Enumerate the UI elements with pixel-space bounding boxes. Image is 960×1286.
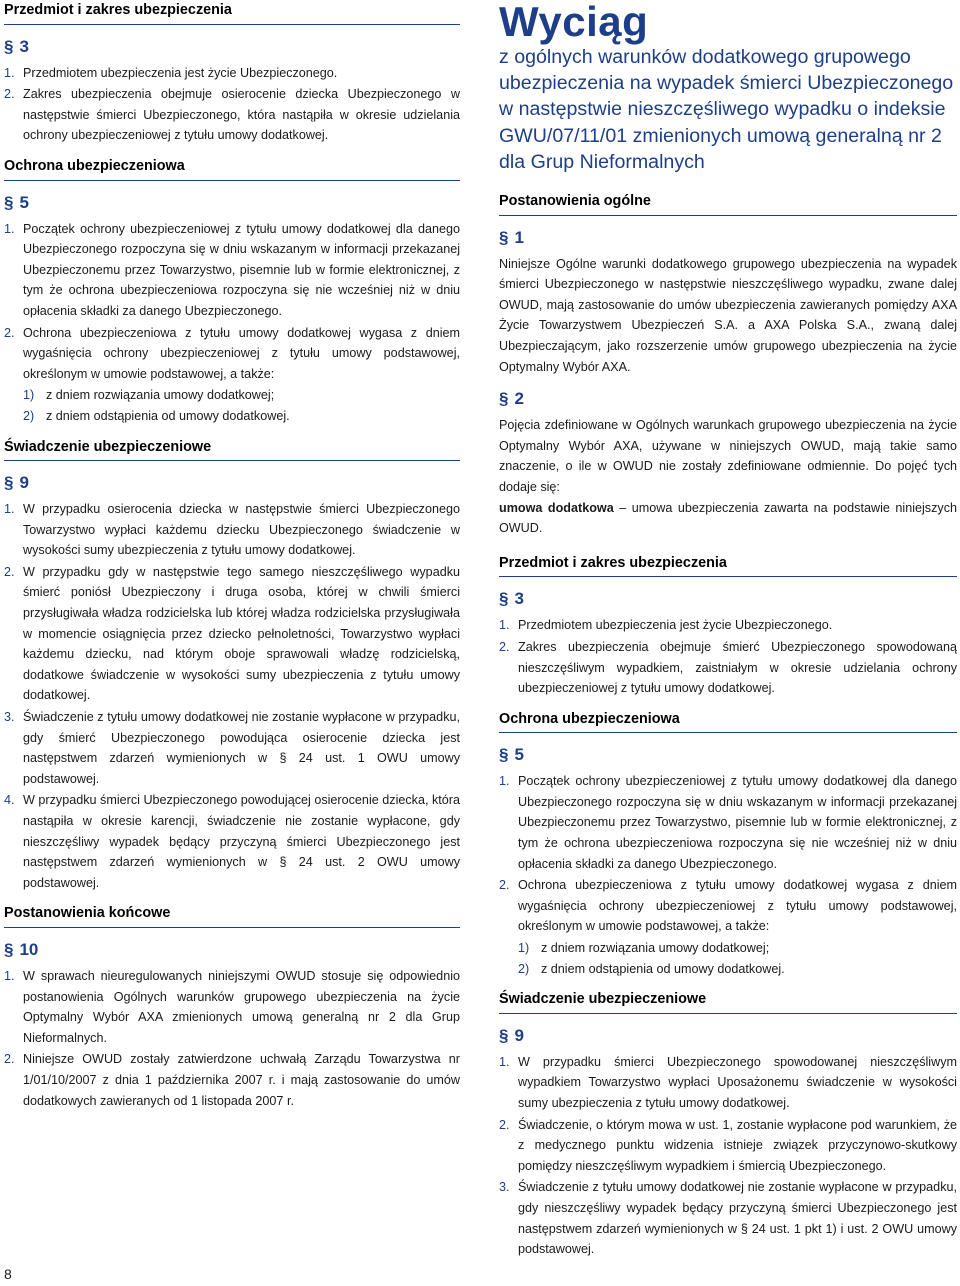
section-heading-final: Postanowienia końcowe [4,903,460,928]
sub-item [4,385,460,406]
item-text: Świadczenie z tytułu umowy dodatkowej nie zostanie wypłacone w przypadku, gdy śmierć Ubezpieczonego powodująca osierocenie dziecka jest następstwem zdarzeń wymienionych w § 24 ust. 1 OWU umowy podstawowej. [23,710,460,786]
sub-item-text: z dniem rozwiązania umowy dodatkowej; [46,388,275,403]
paragraph-marker [4,191,460,215]
section-symbol: § [499,1025,509,1045]
sub-item-text: z dniem rozwiązania umowy dodatkowej; [541,941,770,956]
item-text: Zakres ubezpieczenia obejmuje osierocenie dziecka Ubezpieczonego w następstwie śmierci Ubezpieczonego, która nastąpiła w okresie udzielania ochrony ubezpieczeniowej z tytułu umowy dodatkowej. [23,87,460,143]
list-item [499,1177,957,1259]
item-number: 3. [4,710,15,725]
sub-item-text: z dniem odstąpienia od umowy dodatkowej. [46,408,290,423]
section-heading-benefit: Świadczenie ubezpieczeniowe [4,437,460,462]
list-item [4,562,460,706]
item-number: 2. [4,325,15,340]
list-item [499,1115,957,1177]
section-heading-protection: Ochrona ubezpieczeniowa [499,709,957,734]
item-number: 3. [499,1180,510,1195]
item-number: 4. [4,793,15,808]
list-item [499,637,957,699]
paragraph-marker [499,226,957,250]
item-text: Świadczenie z tytułu umowy dodatkowej nie zostanie wypłacone w przypadku, gdy nieszczęśliwy wypadek będący przyczyną śmierci Ubezpieczonego jest następstwem zdarzeń wymienionych w § 24 ust. 1 pkt 1) i ust. 2 OWU umowy podstawowej. [518,1180,957,1257]
item-text: Zakres ubezpieczenia obejmuje śmierć Ubezpieczonego spowodowaną nieszczęśliwym wypadkiem, zaistniałym w okresie udzielania ochrony ubezpieczeniowej z tytułu umowy dodatkowej. [518,639,957,696]
left-column [4,0,460,1112]
list-item [4,790,460,893]
paragraph-marker [4,938,460,962]
section-heading-scope: Przedmiot i zakres ubezpieczenia [499,553,957,578]
definition [499,498,957,539]
paragraph-marker [4,471,460,495]
item-number: 1. [499,618,510,633]
document-subtitle: z ogólnych warunków dodatkowego grupowego ubezpieczenia na wypadek śmierci Ubezpieczonego w następstwie nieszczęśliwego wypadku o indeksie GWU/07/11/01 zmienionych umową generalną nr 2 dla Grup Nieformalnych [499,46,954,173]
paragraph-number: 3 [19,36,29,56]
paragraph-text: Niniejsze Ogólne warunki dodatkowego grupowego ubezpieczenia na wypadek śmierci Ubezpieczonego w następstwie nieszczęśliwego wypadku, zwane dalej OWUD, mają zastosowanie do umów ubezpieczenia zawieranych pomiędzy AXA Życie Towarzystwem Ubezpieczeń S.A. a AXA Polska S.A., zwaną dalej Ubezpieczającym, jako rozszerzenie umów grupowego ubezpieczenia na życie Optymalny Wybór AXA. [499,256,957,374]
paragraph-number: 3 [514,589,524,609]
section-symbol: § [4,36,14,56]
section-heading-general: Postanowienia ogólne [499,191,957,216]
list-item [499,875,957,937]
paragraph-number: 1 [514,227,524,247]
sub-item [499,959,957,980]
item-text: W przypadku gdy w następstwie tego samego nieszczęśliwego wypadku śmierć poniósł Ubezpieczony i druga osoba, której w chwili śmierci przysługiwała władza rodzicielska lub której władza rodzicielska przysługiwała w momencie osiągnięcia przez dziecko pełnoletności, Towarzystwo wypłaci każdemu dziecku, nad którym oboje sprawowali władzę rodzicielską, dodatkowe świadczenie w wysokości sumy ubezpieczenia z tytułu umowy dodatkowej. [23,564,460,703]
list-item [4,323,460,385]
item-number: 1. [4,65,15,80]
list-item [499,1052,957,1114]
page-number: 8 [4,1266,12,1282]
item-text: Niniejsze OWUD zostały zatwierdzone uchwałą Zarządu Towarzystwa nr 1/01/10/2007 z dnia 1 października 2007 r. i mają zastosowanie do umów dodatkowych zawieranych od 1 listopada 2007 r. [23,1052,460,1108]
paragraph-marker [499,587,957,611]
paragraph-text: Pojęcia zdefiniowane w Ogólnych warunkach grupowego ubezpieczenia na życie Optymalny Wybór AXA, używane w niniejszych OWUD, mają takie samo znaczenie, o ile w OWUD nie zostały zdefiniowane odmiennie. Do pojęć tych dodaje się: [499,418,957,494]
section-heading-protection: Ochrona ubezpieczeniowa [4,156,460,181]
item-number: 2. [4,87,15,102]
list-item [4,84,460,146]
sub-item-number: 1) [518,941,530,956]
section-symbol: § [4,939,14,959]
item-text: Przedmiotem ubezpieczenia jest życie Ubezpieczonego. [518,618,833,633]
sub-item [499,938,957,959]
item-number: 1. [4,968,15,983]
document-title: Wyciąg [499,0,649,45]
term-definition: – umowa ubezpieczenia zawarta na podstawie niniejszych OWUD. [499,500,958,536]
item-text: W przypadku osierocenia dziecka w następstwie śmierci Ubezpieczonego Towarzystwo wypłaci każdemu dziecku Ubezpieczonego świadczenie w wysokości sumy ubezpieczenia z tytułu umowy dodatkowej. [23,502,460,558]
item-number: 1. [4,221,15,236]
section-symbol: § [499,745,509,765]
list-item [4,219,460,322]
item-text: W przypadku śmierci Ubezpieczonego powodującej osierocenie dziecka, która nastąpiła w okresie karencji, świadczenie nie zostanie wypłacone, gdy nieszczęśliwy wypadek będący przyczyną śmierci Ubezpieczonego jest następstwem zdarzeń wymienionych w § 24 ust. 2 OWU umowy podstawowej. [23,793,460,890]
item-number: 2. [4,564,15,579]
item-number: 1. [4,502,15,517]
paragraph-number: 9 [19,473,29,493]
paragraph-number: 10 [19,939,39,959]
item-number: 1. [499,1054,510,1069]
list-item [499,771,957,874]
list-item [4,499,460,561]
right-column [499,0,957,1261]
paragraph-number: 2 [514,389,524,409]
paragraph-number: 5 [19,192,29,212]
section-symbol: § [4,473,14,493]
defined-term: umowa dodatkowa [499,500,614,515]
item-text: W przypadku śmierci Ubezpieczonego spowodowanej nieszczęśliwym wypadkiem Towarzystwo wypłaci Uposażonemu świadczenie w wysokości sumy ubezpieczenia z tytułu umowy dodatkowej. [518,1054,957,1111]
section-heading-scope: Przedmiot i zakres ubezpieczenia [4,0,460,25]
paragraph-marker [499,1024,957,1048]
paragraph-marker [4,35,460,59]
item-number: 2. [499,1117,510,1132]
list-item [4,966,460,1048]
list-item [4,707,460,789]
sub-item-text: z dniem odstąpienia od umowy dodatkowej. [541,961,785,976]
item-text: Ochrona ubezpieczeniowa z tytułu umowy dodatkowej wygasa z dniem wygaśnięcia ochrony ubezpieczeniowej z tytułu umowy podstawowej, określonym w umowie podstawowej, a także: [23,325,460,381]
item-number: 2. [499,878,510,893]
item-text: Początek ochrony ubezpieczeniowej z tytułu umowy dodatkowej dla danego Ubezpieczonego rozpoczyna się w dniu wskazanym w informacji przekazanej Ubezpieczonemu przez Towarzystwo, pisemnie lub w formie elektronicznej, z tym że ochrona ubezpieczeniowa rozpoczyna się nie wcześniej niż w dniu opłacenia składki za danego Ubezpieczonego. [23,221,460,318]
section-symbol: § [4,192,14,212]
sub-item [4,406,460,427]
paragraph-marker [499,743,957,767]
item-number: 2. [499,639,510,654]
item-number: 1. [499,774,510,789]
item-text: Ochrona ubezpieczeniowa z tytułu umowy dodatkowej wygasa z dniem wygaśnięcia ochrony ubezpieczeniowej z tytułu umowy podstawowej, określonym w umowie podstawowej, a także: [518,878,957,934]
sub-item-number: 1) [23,388,35,403]
item-text: Świadczenie, o którym mowa w ust. 1, zostanie wypłacone pod warunkiem, że z medycznego punktu widzenia istnieje związek przyczynowo-skutkowy pomiędzy nieszczęśliwym wypadkiem i śmiercią Ubezpieczonego. [518,1117,957,1173]
item-text: Początek ochrony ubezpieczeniowej z tytułu umowy dodatkowej dla danego Ubezpieczonego rozpoczyna się w dniu wskazanym w informacji przekazanej Ubezpieczonemu przez Towarzystwo, pisemnie lub w formie elektronicznej, z tym że ochrona ubezpieczeniowa rozpoczyna się nie wcześniej niż w dniu opłacenia składki za danego Ubezpieczonego. [518,774,957,871]
item-text: W sprawach nieuregulowanych niniejszymi OWUD stosuje się odpowiednio postanowienia Ogólnych warunków grupowego ubezpieczenia na życie Optymalny Wybór AXA zmienionych umową generalną nr 2 dla Grup Nieformalnych. [23,968,460,1045]
list-item [499,615,957,636]
item-number: 2. [4,1052,15,1067]
section-symbol: § [499,227,509,247]
paragraph-number: 5 [514,745,524,765]
paragraph-number: 9 [514,1025,524,1045]
sub-item-number: 2) [23,408,35,423]
sub-item-number: 2) [518,961,530,976]
section-symbol: § [499,589,509,609]
paragraph-marker [499,387,957,411]
list-item [4,1049,460,1111]
section-heading-benefit: Świadczenie ubezpieczeniowe [499,989,957,1014]
list-item [4,63,460,84]
item-text: Przedmiotem ubezpieczenia jest życie Ubezpieczonego. [23,65,338,80]
section-symbol: § [499,389,509,409]
